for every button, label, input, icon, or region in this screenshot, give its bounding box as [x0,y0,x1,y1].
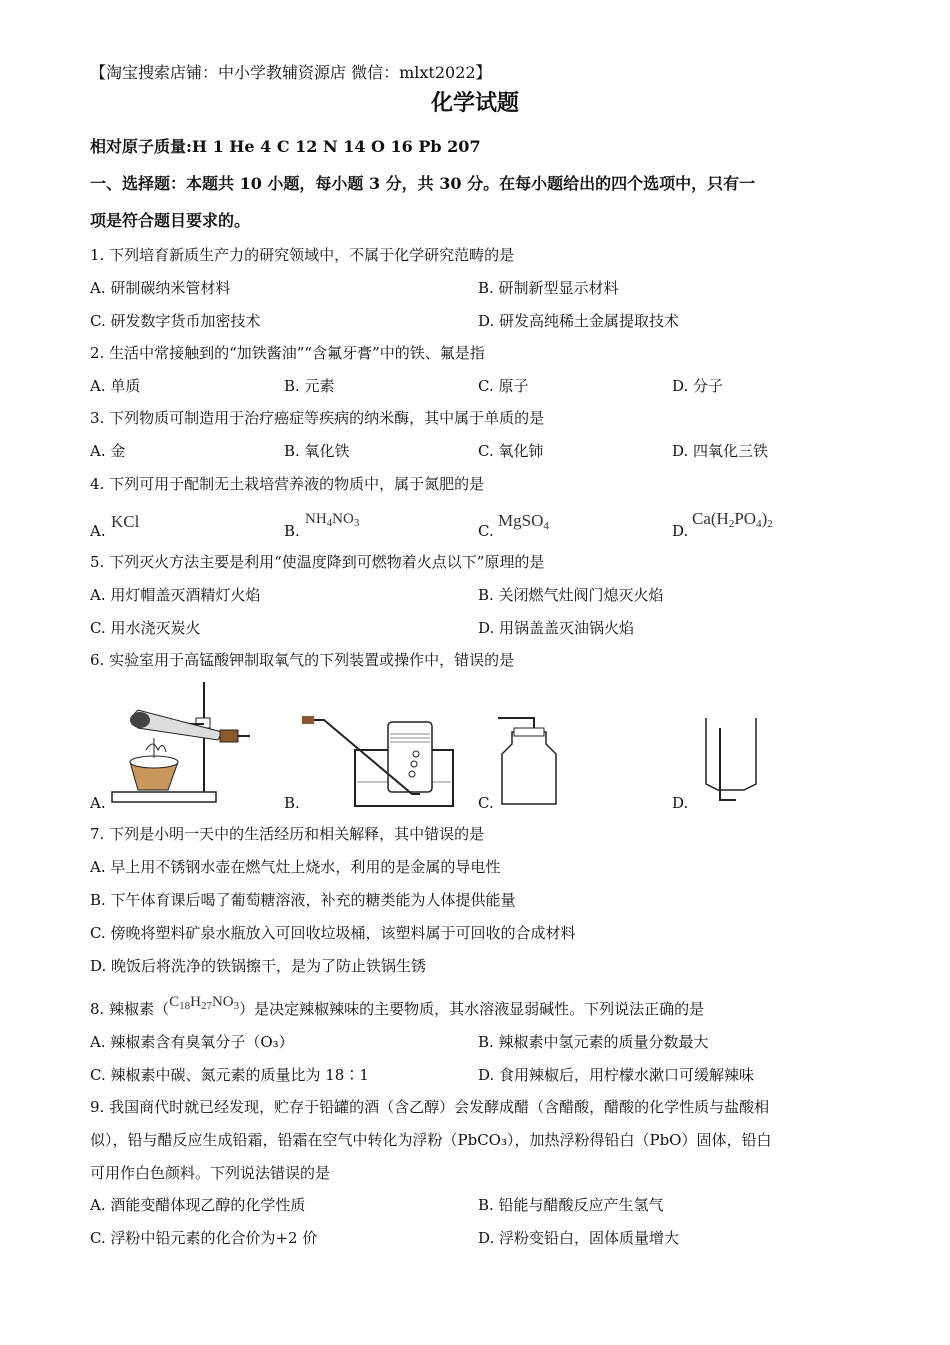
q1-option-c: C. 研发数字货币加密技术 [90,312,261,330]
page-title: 化学试题 [430,90,519,116]
q5-stem: 5. 下列灭火方法主要是利用“使温度降到可燃物着火点以下”原理的是 [90,553,545,571]
q8-option-d: D. 食用辣椒后，用柠檬水漱口可缓解辣味 [478,1066,755,1084]
q8-option-a: A. 辣椒素含有臭氧分子（O₃） [90,1033,294,1051]
q2-option-a: A. 单质 [90,377,141,395]
q6-stem: 6. 实验室用于高锰酸钾制取氧气的下列装置或操作中，错误的是 [90,651,515,669]
q4-formula-d: $Ca(H_2PO_4)_2$ [692,509,773,530]
apparatus-a-illustration [108,678,258,808]
q6-option-b: B. [284,794,300,812]
section-heading-line1: 一、选择题：本题共 10 小题，每小题 3 分，共 30 分。在每小题给出的四个选项中，只有一 [90,174,756,193]
apparatus-c-illustration [494,714,564,809]
q4-formula-c: MgSO$_4$ [498,511,549,532]
q2-option-b: B. 元素 [284,377,335,395]
q4-stem: 4. 下列可用于配制无土栽培营养液的物质中，属于氮肥的是 [90,475,485,493]
q4-option-c: C. [478,522,494,540]
q3-stem: 3. 下列物质可制造用于治疗癌症等疾病的纳米酶，其中属于单质的是 [90,409,545,427]
q9-option-a: A. 酒能变醋体现乙醇的化学性质 [90,1196,306,1214]
q1-option-a: A. 研制碳纳米管材料 [90,279,231,297]
q8-option-c: C. 辣椒素中碳、氮元素的质量比为 18∶1 [90,1066,369,1084]
atomic-masses: 相对原子质量:H 1 He 4 C 12 N 14 O 16 Pb 207 [90,137,481,156]
q1-stem: 1. 下列培育新质生产力的研究领域中，不属于化学研究范畴的是 [90,246,515,264]
q3-option-a: A. 金 [90,442,126,460]
q7-stem: 7. 下列是小明一天中的生活经历和相关解释，其中错误的是 [90,825,485,843]
q4-option-b: B. [284,522,300,540]
q2-option-d: D. 分子 [672,377,724,395]
q3-option-d: D. 四氧化三铁 [672,442,769,460]
q2-stem: 2. 生活中常接触到的“加铁酱油”“含氟牙膏”中的铁、氟是指 [90,344,485,362]
q7-option-b: B. 下午体育课后喝了葡萄糖溶液，补充的糖类能为人体提供能量 [90,891,516,909]
q4-formula-a: KCl [111,512,140,531]
q3-option-b: B. 氧化铁 [284,442,350,460]
q8-formula: $C_{18}H_{27}NO_3$ [169,994,240,1012]
q5-option-d: D. 用锅盖盖灭油锅火焰 [478,619,635,637]
q9-option-b: B. 铅能与醋酸反应产生氢气 [478,1196,664,1214]
q7-option-a: A. 早上用不锈钢水壶在燃气灶上烧水，利用的是金属的导电性 [90,858,501,876]
q1-option-b: B. 研制新型显示材料 [478,279,619,297]
q5-option-b: B. 关闭燃气灶阀门熄灭火焰 [478,586,664,604]
q9-stem-line3: 可用作白色颜料。下列说法错误的是 [90,1164,331,1182]
q3-option-c: C. 氧化铈 [478,442,544,460]
q9-stem-line1: 9. 我国商代时就已经发现，贮存于铅罐的酒（含乙醇）会发酵成醋（含醋酸，醋酸的化学性质与盐酸相 [90,1098,770,1116]
q4-option-a: A. [90,522,106,540]
q2-option-c: C. 原子 [478,377,529,395]
q1-option-d: D. 研发高纯稀土金属提取技术 [478,312,680,330]
q8-option-b: B. 辣椒素中氢元素的质量分数最大 [478,1033,709,1051]
q5-option-c: C. 用水浇灭炭火 [90,619,201,637]
q4-formula-b: $NH_4NO_3$ [305,511,360,529]
apparatus-b-illustration [300,710,460,810]
q9-option-c: C. 浮粉中铅元素的化合价为+2 价 [90,1229,318,1247]
q6-option-d: D. [672,794,689,812]
apparatus-d-illustration [696,714,766,809]
q7-option-c: C. 傍晚将塑料矿泉水瓶放入可回收垃圾桶，该塑料属于可回收的合成材料 [90,924,576,942]
q7-option-d: D. 晚饭后将洗净的铁锅擦干，是为了防止铁锅生锈 [90,957,427,975]
q9-option-d: D. 浮粉变铅白，固体质量增大 [478,1229,680,1247]
section-heading-line2: 项是符合题目要求的。 [90,211,251,230]
q9-stem-line2: 似），铅与醋反应生成铅霜，铅霜在空气中转化为浮粉（PbCO₃），加热浮粉得铅白（PbO）固体，铅白 [90,1131,772,1149]
q4-option-d: D. [672,522,689,540]
shop-banner: 【淘宝搜索店铺：中小学教辅资源店 微信：mlxt2022】 [90,63,492,82]
q6-option-c: C. [478,794,494,812]
q6-option-a: A. [90,794,106,812]
q8-stem: 8. 辣椒素$(C_{18}H_{27}NO_3)$是决定辣椒辣味的主要物质，其水溶液显弱碱性。下列说法正确的是 [90,994,705,1018]
q5-option-a: A. 用灯帽盖灭酒精灯火焰 [90,586,261,604]
